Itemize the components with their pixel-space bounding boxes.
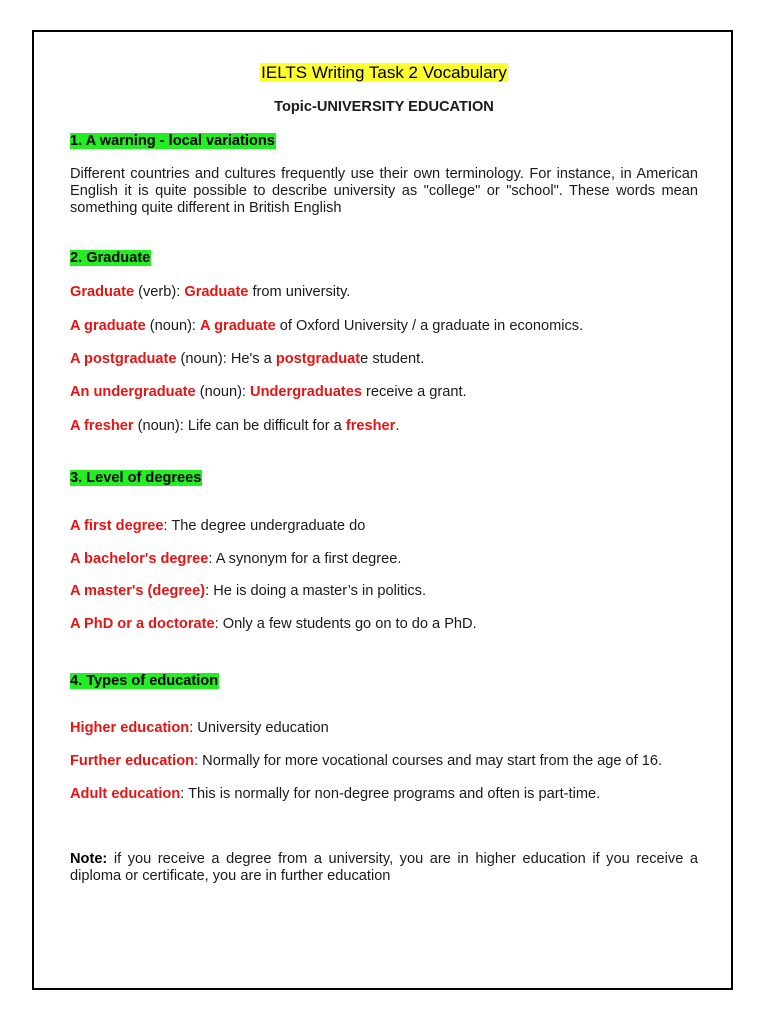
note-label: Note: — [70, 851, 108, 867]
document-topic: Topic-UNIVERSITY EDUCATION — [274, 99, 494, 115]
section-1-paragraph: Different countries and cultures frequently use their own terminology. For instance, in American English it is quite possible to describe university as "college" or "school". These words mean something quite different in British English — [70, 166, 698, 216]
vocab-entry — [70, 583, 426, 600]
vocab-text: receive a grant. — [361, 384, 467, 400]
vocab-term: Further education — [70, 753, 195, 769]
vocab-entry — [70, 384, 467, 401]
note-paragraph — [70, 851, 698, 885]
vocab-term: Adult education — [70, 786, 181, 802]
vocab-text: : Normally for more vocational courses and may start from the age of 16. — [194, 753, 663, 769]
vocab-text: . — [395, 418, 400, 434]
vocab-text: : The degree undergraduate do — [163, 518, 366, 534]
vocab-term: Undergraduates — [250, 384, 362, 400]
vocab-text: (noun): — [195, 384, 251, 400]
vocab-term: Graduate — [70, 284, 135, 300]
vocab-text: : He is doing a master’s in politics. — [205, 583, 427, 599]
topic-row — [70, 99, 698, 116]
vocab-term: A master's (degree) — [70, 583, 206, 599]
section-heading: 3. Level of degrees — [70, 470, 202, 486]
vocab-text: (verb): — [134, 284, 185, 300]
vocab-entry — [70, 418, 399, 435]
vocab-text: : University education — [189, 720, 329, 736]
section-3-heading-row — [70, 470, 202, 487]
section-heading: 2. Graduate — [70, 250, 151, 266]
vocab-entry — [70, 786, 600, 803]
vocab-term: An undergraduate — [70, 384, 196, 400]
vocab-term: A first degree — [70, 518, 164, 534]
section-heading: 1. A warning - local variations — [70, 133, 275, 149]
vocab-entry — [70, 351, 424, 368]
vocab-text: (noun): — [145, 318, 201, 334]
vocab-term: Higher education — [70, 720, 190, 736]
vocab-entry — [70, 284, 350, 301]
vocab-term: A PhD or a doctorate — [70, 616, 215, 632]
vocab-text: : This is normally for non-degree programs and often is part-time. — [180, 786, 601, 802]
vocab-entry — [70, 318, 583, 335]
vocab-term: A fresher — [70, 418, 134, 434]
vocab-term: A bachelor's degree — [70, 551, 209, 567]
title-row — [70, 63, 698, 83]
section-1-heading-row — [70, 133, 276, 150]
vocab-text: of Oxford University / a graduate in economics. — [275, 318, 584, 334]
vocab-text: : Only a few students go on to do a PhD. — [214, 616, 477, 632]
vocab-term: postgraduat — [275, 351, 361, 367]
vocab-term: fresher — [345, 418, 396, 434]
note-text: if you receive a degree from a university, you are in higher education if you receive a diploma or certificate, you are in further education — [70, 851, 698, 884]
vocab-entry — [70, 616, 477, 633]
vocab-entry — [70, 753, 662, 770]
vocab-text: from university. — [248, 284, 351, 300]
section-2-heading-row — [70, 250, 151, 267]
vocab-entry — [70, 720, 329, 737]
vocab-term: A graduate — [70, 318, 146, 334]
section-4-heading-row — [70, 673, 219, 690]
vocab-text: e student. — [360, 351, 425, 367]
vocab-term: A graduate — [200, 318, 276, 334]
vocab-text: (noun): He's a — [176, 351, 276, 367]
vocab-text: (noun): Life can be difficult for a — [133, 418, 346, 434]
section-heading: 4. Types of education — [70, 673, 219, 689]
vocab-entry — [70, 551, 401, 568]
document-title: IELTS Writing Task 2 Vocabulary — [261, 63, 507, 82]
vocab-text: : A synonym for a first degree. — [208, 551, 402, 567]
vocab-term: Graduate — [184, 284, 249, 300]
vocab-term: A postgraduate — [70, 351, 177, 367]
vocab-entry — [70, 518, 365, 535]
